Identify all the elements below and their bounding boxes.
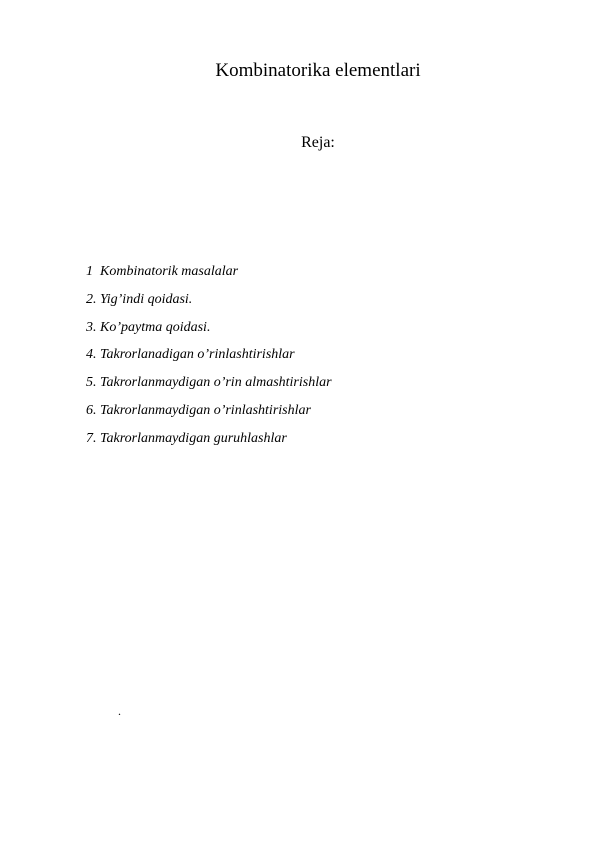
list-item bbox=[86, 369, 332, 397]
list-item-text: Takrorlanmaydigan o’rinlashtirishlar bbox=[100, 402, 311, 418]
footer-mark: . bbox=[118, 704, 121, 718]
list-item bbox=[86, 286, 332, 314]
list-item bbox=[86, 258, 332, 286]
list-item bbox=[86, 341, 332, 369]
plan-heading: Reja: bbox=[301, 134, 335, 151]
list-item-text: Takrorlanmaydigan o’rin almashtirishlar bbox=[100, 375, 332, 391]
list-item-text: Ko’paytma qoidasi. bbox=[100, 319, 211, 335]
list-item bbox=[86, 314, 332, 342]
list-item bbox=[86, 397, 332, 425]
list-item-text: Takrorlanmaydigan guruhlashlar bbox=[100, 430, 287, 446]
list-item-number: 4. bbox=[86, 347, 97, 363]
list-item-number: 7. bbox=[86, 430, 97, 446]
plan-list bbox=[86, 258, 332, 453]
list-item-number: 1 bbox=[86, 264, 93, 279]
list-item-text: Takrorlanadigan o’rinlashtirishlar bbox=[100, 347, 295, 363]
list-item bbox=[86, 425, 332, 453]
list-item-number: 3. bbox=[86, 319, 97, 335]
list-item-number: 5. bbox=[86, 375, 97, 391]
list-item-text: Yig’indi qoidasi. bbox=[100, 291, 193, 307]
list-item-text: Kombinatorik masalalar bbox=[100, 264, 239, 279]
list-item-number: 6. bbox=[86, 402, 97, 418]
list-item-number: 2. bbox=[86, 291, 97, 307]
page-title: Kombinatorika elementlari bbox=[215, 60, 421, 81]
